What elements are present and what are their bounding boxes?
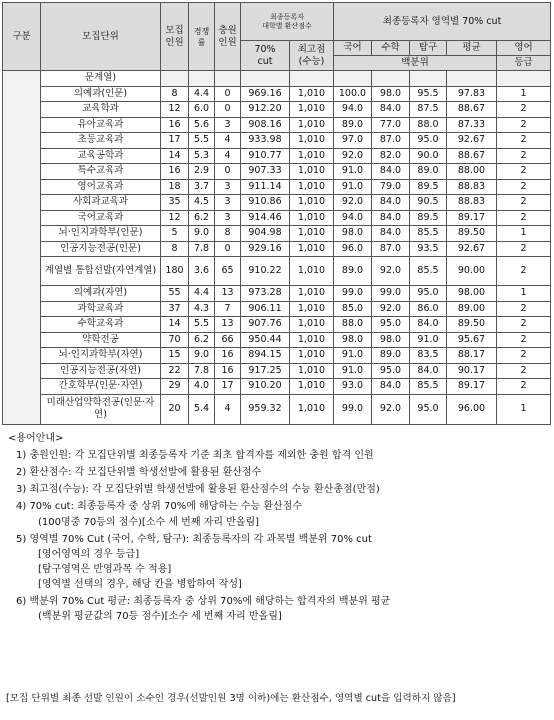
unit-name: 영어교육과 <box>41 179 161 195</box>
table-row <box>3 226 551 242</box>
cell-extra: 7 <box>215 301 241 317</box>
cell-cut: 910.86 <box>241 195 290 211</box>
cell-extra: 0 <box>215 86 241 102</box>
cell-ratio: 5.5 <box>189 317 215 333</box>
cell-kor: 91.0 <box>334 348 372 364</box>
cell-math: 95.0 <box>372 363 410 379</box>
cell-cut: 929.16 <box>241 241 290 257</box>
cell-avg: 88.67 <box>447 148 497 164</box>
unit-name: 뇌·인지과학부(자연) <box>41 348 161 364</box>
cell-cut: 912.20 <box>241 102 290 118</box>
term-1: 1) 충원인원: 각 모집단위별 최종등록자 기준 최초 합격자를 제외한 충원 합격 인원 <box>16 450 374 461</box>
cell-cut: 959.32 <box>241 394 290 424</box>
cell-max: 1,010 <box>290 133 334 149</box>
cell-inq: 93.5 <box>410 241 447 257</box>
cell-avg: 89.50 <box>447 226 497 242</box>
group-label: 문계열) <box>41 71 161 87</box>
term-5-detail-a: [영어영역의 경우 등급] <box>38 549 140 560</box>
cell-kor: 96.0 <box>334 241 372 257</box>
cell-cut: 917.25 <box>241 363 290 379</box>
cell-inq: 85.5 <box>410 379 447 395</box>
cell-max: 1,010 <box>290 348 334 364</box>
cell-cut: 906.11 <box>241 301 290 317</box>
cell-math: 84.0 <box>372 195 410 211</box>
header-eng-grade: 등급 <box>497 56 551 71</box>
cell-eng: 2 <box>497 164 551 180</box>
cell-kor: 89.0 <box>334 257 372 286</box>
cell-inq: 89.5 <box>410 179 447 195</box>
cell-quota: 14 <box>161 148 189 164</box>
unit-name: 유아교육과 <box>41 117 161 133</box>
cell-extra: 0 <box>215 102 241 118</box>
cell-ratio: 9.0 <box>189 226 215 242</box>
cell-quota: 15 <box>161 348 189 364</box>
cell-math: 89.0 <box>372 348 410 364</box>
table-header <box>3 3 551 71</box>
cell-avg: 95.67 <box>447 332 497 348</box>
cell-kor: 97.0 <box>334 133 372 149</box>
table-row <box>3 317 551 333</box>
cell-cut: 973.28 <box>241 286 290 302</box>
cell-math: 87.0 <box>372 133 410 149</box>
cell-max: 1,010 <box>290 332 334 348</box>
cell-inq: 84.0 <box>410 317 447 333</box>
cell-eng: 2 <box>497 210 551 226</box>
header-area-cut: 최종등록자 영역별 70% cut <box>334 3 551 41</box>
unit-name: 약학전공 <box>41 332 161 348</box>
cell-avg: 90.00 <box>447 257 497 286</box>
term-5: 5) 영역별 70% Cut (국어, 수학, 탐구): 최종등록자의 각 과목별 백분위 70% cut <box>16 534 372 545</box>
cell-inq: 84.0 <box>410 363 447 379</box>
table-row <box>3 332 551 348</box>
header-gubun: 구분 <box>3 3 41 71</box>
table-row <box>3 164 551 180</box>
table-row <box>3 348 551 364</box>
cell-math: 98.0 <box>372 86 410 102</box>
cell-eng: 2 <box>497 257 551 286</box>
cell-ratio: 7.8 <box>189 363 215 379</box>
cell-quota: 22 <box>161 363 189 379</box>
cell-max: 1,010 <box>290 148 334 164</box>
cell-cut: 911.14 <box>241 179 290 195</box>
cell-kor: 92.0 <box>334 148 372 164</box>
cell-inq: 87.5 <box>410 102 447 118</box>
header-ratio: 경쟁률 <box>189 3 215 71</box>
cell-ratio: 9.0 <box>189 348 215 364</box>
cell-math: 77.0 <box>372 117 410 133</box>
header-avg: 평균 <box>447 41 497 56</box>
cell-extra: 4 <box>215 394 241 424</box>
cell-kor: 89.0 <box>334 117 372 133</box>
table-row <box>3 241 551 257</box>
unit-name: 미래산업약학전공(인문·자연) <box>41 394 161 424</box>
cell-avg: 88.83 <box>447 195 497 211</box>
cell-ratio: 3.6 <box>189 257 215 286</box>
cell-max: 1,010 <box>290 102 334 118</box>
table-row <box>3 286 551 302</box>
cell-kor: 98.0 <box>334 226 372 242</box>
unit-name: 인공지능전공(인문) <box>41 241 161 257</box>
cell-avg: 89.17 <box>447 379 497 395</box>
term-6-detail: (백분위 평균값의 70등 점수)[소수 세 번째 자리 반올림] <box>38 611 282 622</box>
unit-name: 초등교육과 <box>41 133 161 149</box>
cell-quota: 18 <box>161 179 189 195</box>
cell-math: 84.0 <box>372 164 410 180</box>
cell-math: 84.0 <box>372 379 410 395</box>
cell-max: 1,010 <box>290 164 334 180</box>
table-row <box>3 148 551 164</box>
cell-max: 1,010 <box>290 317 334 333</box>
cell-cut: 904.98 <box>241 226 290 242</box>
table-row <box>3 102 551 118</box>
unit-name: 교육공학과 <box>41 148 161 164</box>
cell-cut: 894.15 <box>241 348 290 364</box>
cell-quota: 29 <box>161 379 189 395</box>
cell-max: 1,010 <box>290 286 334 302</box>
term-4: 4) 70% cut: 최종등록자 중 상위 70%에 해당하는 수능 환산점수 <box>16 501 302 512</box>
cell-ratio: 4.3 <box>189 301 215 317</box>
cell-inq: 95.0 <box>410 286 447 302</box>
cell-avg: 92.67 <box>447 241 497 257</box>
cell-avg: 92.67 <box>447 133 497 149</box>
cell-inq: 95.0 <box>410 394 447 424</box>
table-row <box>3 394 551 424</box>
cell-eng: 1 <box>497 286 551 302</box>
cell-extra: 4 <box>215 148 241 164</box>
cell-max: 1,010 <box>290 179 334 195</box>
cell-math: 84.0 <box>372 210 410 226</box>
cell-kor: 91.0 <box>334 179 372 195</box>
table-row <box>3 301 551 317</box>
unit-name: 계열별 통합선발(자연계열) <box>41 257 161 286</box>
cell-inq: 85.5 <box>410 226 447 242</box>
cell-avg: 87.33 <box>447 117 497 133</box>
cell-inq: 85.5 <box>410 257 447 286</box>
cell-extra: 0 <box>215 241 241 257</box>
cell-ratio: 6.2 <box>189 332 215 348</box>
cell-ratio: 5.3 <box>189 148 215 164</box>
cell-math: 92.0 <box>372 301 410 317</box>
cell-cut: 907.76 <box>241 317 290 333</box>
cell-eng: 1 <box>497 394 551 424</box>
cell-kor: 92.0 <box>334 195 372 211</box>
cell-quota: 8 <box>161 241 189 257</box>
cell-kor: 100.0 <box>334 86 372 102</box>
terms-guide <box>8 432 548 623</box>
cell-inq: 89.5 <box>410 210 447 226</box>
cell-inq: 90.0 <box>410 148 447 164</box>
cell-quota: 70 <box>161 332 189 348</box>
table-row <box>3 379 551 395</box>
unit-name: 인공지능전공(자연) <box>41 363 161 379</box>
unit-name: 특수교육과 <box>41 164 161 180</box>
cell-ratio: 4.4 <box>189 286 215 302</box>
cell-cut: 950.44 <box>241 332 290 348</box>
cell-avg: 88.00 <box>447 164 497 180</box>
cell-extra: 3 <box>215 210 241 226</box>
table-row <box>3 117 551 133</box>
cell-extra: 3 <box>215 195 241 211</box>
cell-inq: 89.0 <box>410 164 447 180</box>
table-row <box>3 257 551 286</box>
cell-cut: 910.20 <box>241 379 290 395</box>
cell-quota: 16 <box>161 117 189 133</box>
cell-eng: 2 <box>497 133 551 149</box>
cell-quota: 16 <box>161 164 189 180</box>
unit-name: 뇌·인지과학부(인문) <box>41 226 161 242</box>
cell-eng: 2 <box>497 102 551 118</box>
header-quota: 모집 인원 <box>161 3 189 71</box>
cell-math: 92.0 <box>372 394 410 424</box>
cell-eng: 2 <box>497 332 551 348</box>
cell-extra: 17 <box>215 379 241 395</box>
terms-title: <용어안내> <box>8 433 64 444</box>
table-body <box>3 71 551 425</box>
cell-inq: 95.0 <box>410 133 447 149</box>
cell-extra: 3 <box>215 179 241 195</box>
cell-inq: 91.0 <box>410 332 447 348</box>
cell-max: 1,010 <box>290 195 334 211</box>
cell-eng: 2 <box>497 348 551 364</box>
cell-ratio: 4.0 <box>189 379 215 395</box>
cell-avg: 88.67 <box>447 102 497 118</box>
header-extra: 충원 인원 <box>215 3 241 71</box>
cell-ratio: 3.7 <box>189 179 215 195</box>
cell-ratio: 7.8 <box>189 241 215 257</box>
cell-kor: 99.0 <box>334 286 372 302</box>
cell-ratio: 6.2 <box>189 210 215 226</box>
term-3: 3) 최고점(수능): 각 모집단위별 학생선발에 활용된 환산점수의 수능 환산총점(만점) <box>16 484 380 495</box>
header-percentile: 백분위 <box>334 56 497 71</box>
cell-ratio: 5.4 <box>189 394 215 424</box>
cell-inq: 90.5 <box>410 195 447 211</box>
cell-extra: 16 <box>215 348 241 364</box>
cell-avg: 88.83 <box>447 179 497 195</box>
cell-avg: 89.00 <box>447 301 497 317</box>
cell-kor: 85.0 <box>334 301 372 317</box>
cell-max: 1,010 <box>290 394 334 424</box>
cell-kor: 93.0 <box>334 379 372 395</box>
header-max: 최고점 (수능) <box>290 41 334 71</box>
table-row <box>3 86 551 102</box>
header-kor: 국어 <box>334 41 372 56</box>
cell-math: 79.0 <box>372 179 410 195</box>
cell-ratio: 6.0 <box>189 102 215 118</box>
header-final-score: 최종등록자 대학별 환산점수 <box>241 3 334 41</box>
header-cut70: 70% cut <box>241 41 290 71</box>
cell-quota: 5 <box>161 226 189 242</box>
cell-avg: 90.17 <box>447 363 497 379</box>
cell-extra: 4 <box>215 133 241 149</box>
cell-math: 82.0 <box>372 148 410 164</box>
cell-cut: 910.77 <box>241 148 290 164</box>
cell-eng: 2 <box>497 241 551 257</box>
header-math: 수학 <box>372 41 410 56</box>
cell-eng: 2 <box>497 363 551 379</box>
cell-math: 98.0 <box>372 332 410 348</box>
unit-name: 교육학과 <box>41 102 161 118</box>
cell-cut: 933.98 <box>241 133 290 149</box>
unit-name: 의예과(인문) <box>41 86 161 102</box>
cell-kor: 88.0 <box>334 317 372 333</box>
cell-quota: 55 <box>161 286 189 302</box>
cell-math: 92.0 <box>372 257 410 286</box>
cell-cut: 969.16 <box>241 86 290 102</box>
unit-name: 과학교육과 <box>41 301 161 317</box>
cell-max: 1,010 <box>290 241 334 257</box>
cell-quota: 37 <box>161 301 189 317</box>
cell-ratio: 4.4 <box>189 86 215 102</box>
unit-name: 간호학부(인문·자연) <box>41 379 161 395</box>
unit-name: 의예과(자연) <box>41 286 161 302</box>
cell-inq: 95.5 <box>410 86 447 102</box>
cell-max: 1,010 <box>290 301 334 317</box>
cell-cut: 910.22 <box>241 257 290 286</box>
table-row <box>3 363 551 379</box>
cell-quota: 14 <box>161 317 189 333</box>
term-4-detail: (100명중 70등의 점수)[소수 세 번째 자리 반올림] <box>38 517 260 528</box>
cell-math: 87.0 <box>372 241 410 257</box>
cell-ratio: 4.5 <box>189 195 215 211</box>
unit-name: 수학교육과 <box>41 317 161 333</box>
cell-extra: 8 <box>215 226 241 242</box>
term-2: 2) 환산점수: 각 모집단위별 학생선발에 활용된 환산점수 <box>16 467 262 478</box>
table-row <box>3 179 551 195</box>
cell-ratio: 2.9 <box>189 164 215 180</box>
cell-avg: 89.50 <box>447 317 497 333</box>
cell-extra: 65 <box>215 257 241 286</box>
cell-max: 1,010 <box>290 363 334 379</box>
cell-avg: 97.83 <box>447 86 497 102</box>
cell-eng: 2 <box>497 148 551 164</box>
cell-max: 1,010 <box>290 379 334 395</box>
cell-ratio: 5.6 <box>189 117 215 133</box>
term-6: 6) 백분위 70% Cut 평균: 최종등록자 중 상위 70%에 해당하는 합격자의 백분위 평균 <box>16 596 391 607</box>
table-row <box>3 133 551 149</box>
cell-avg: 88.17 <box>447 348 497 364</box>
cell-math: 95.0 <box>372 317 410 333</box>
cell-avg: 89.17 <box>447 210 497 226</box>
cell-inq: 88.0 <box>410 117 447 133</box>
header-eng: 영어 <box>497 41 551 56</box>
cell-quota: 20 <box>161 394 189 424</box>
cell-kor: 91.0 <box>334 164 372 180</box>
cell-eng: 2 <box>497 117 551 133</box>
cell-avg: 96.00 <box>447 394 497 424</box>
cell-quota: 8 <box>161 86 189 102</box>
cell-quota: 17 <box>161 133 189 149</box>
cell-extra: 66 <box>215 332 241 348</box>
cell-inq: 86.0 <box>410 301 447 317</box>
cell-quota: 35 <box>161 195 189 211</box>
unit-name: 사회과교육과 <box>41 195 161 211</box>
group-cell <box>3 71 41 425</box>
admission-results-table <box>2 2 551 425</box>
table-row <box>3 210 551 226</box>
cell-quota: 12 <box>161 102 189 118</box>
cell-extra: 13 <box>215 317 241 333</box>
cell-kor: 94.0 <box>334 102 372 118</box>
cell-cut: 908.16 <box>241 117 290 133</box>
cell-extra: 3 <box>215 117 241 133</box>
table-row <box>3 195 551 211</box>
cell-ratio: 5.5 <box>189 133 215 149</box>
cell-max: 1,010 <box>290 210 334 226</box>
cell-eng: 1 <box>497 226 551 242</box>
cell-eng: 1 <box>497 86 551 102</box>
cell-eng: 2 <box>497 195 551 211</box>
cell-max: 1,010 <box>290 117 334 133</box>
cell-kor: 99.0 <box>334 394 372 424</box>
header-unit: 모집단위 <box>41 3 161 71</box>
cell-eng: 2 <box>497 179 551 195</box>
cell-quota: 12 <box>161 210 189 226</box>
cell-kor: 94.0 <box>334 210 372 226</box>
cell-inq: 83.5 <box>410 348 447 364</box>
cell-kor: 91.0 <box>334 363 372 379</box>
cell-math: 84.0 <box>372 102 410 118</box>
cell-max: 1,010 <box>290 257 334 286</box>
term-5-detail-c: [영역별 선택의 경우, 해당 칸을 병합하여 작성] <box>38 579 242 590</box>
cell-quota: 180 <box>161 257 189 286</box>
cell-extra: 16 <box>215 363 241 379</box>
cell-math: 99.0 <box>372 286 410 302</box>
cell-math: 84.0 <box>372 226 410 242</box>
cell-eng: 2 <box>497 379 551 395</box>
unit-name: 국어교육과 <box>41 210 161 226</box>
cell-kor: 98.0 <box>334 332 372 348</box>
header-inq: 탐구 <box>410 41 447 56</box>
cell-extra: 0 <box>215 164 241 180</box>
cell-max: 1,010 <box>290 226 334 242</box>
cell-cut: 914.46 <box>241 210 290 226</box>
cell-cut: 907.33 <box>241 164 290 180</box>
term-5-detail-b: [탐구영역은 반영과목 수 적용] <box>38 564 172 575</box>
cell-eng: 2 <box>497 301 551 317</box>
cell-max: 1,010 <box>290 86 334 102</box>
cell-avg: 98.00 <box>447 286 497 302</box>
footer-note: [모집 단위별 최종 선발 인원이 소수인 경우(선발인원 3명 이하)에는 환산점수, 영역별 cut을 입력하지 않음] <box>6 693 456 704</box>
cell-extra: 13 <box>215 286 241 302</box>
cell-eng: 2 <box>497 317 551 333</box>
